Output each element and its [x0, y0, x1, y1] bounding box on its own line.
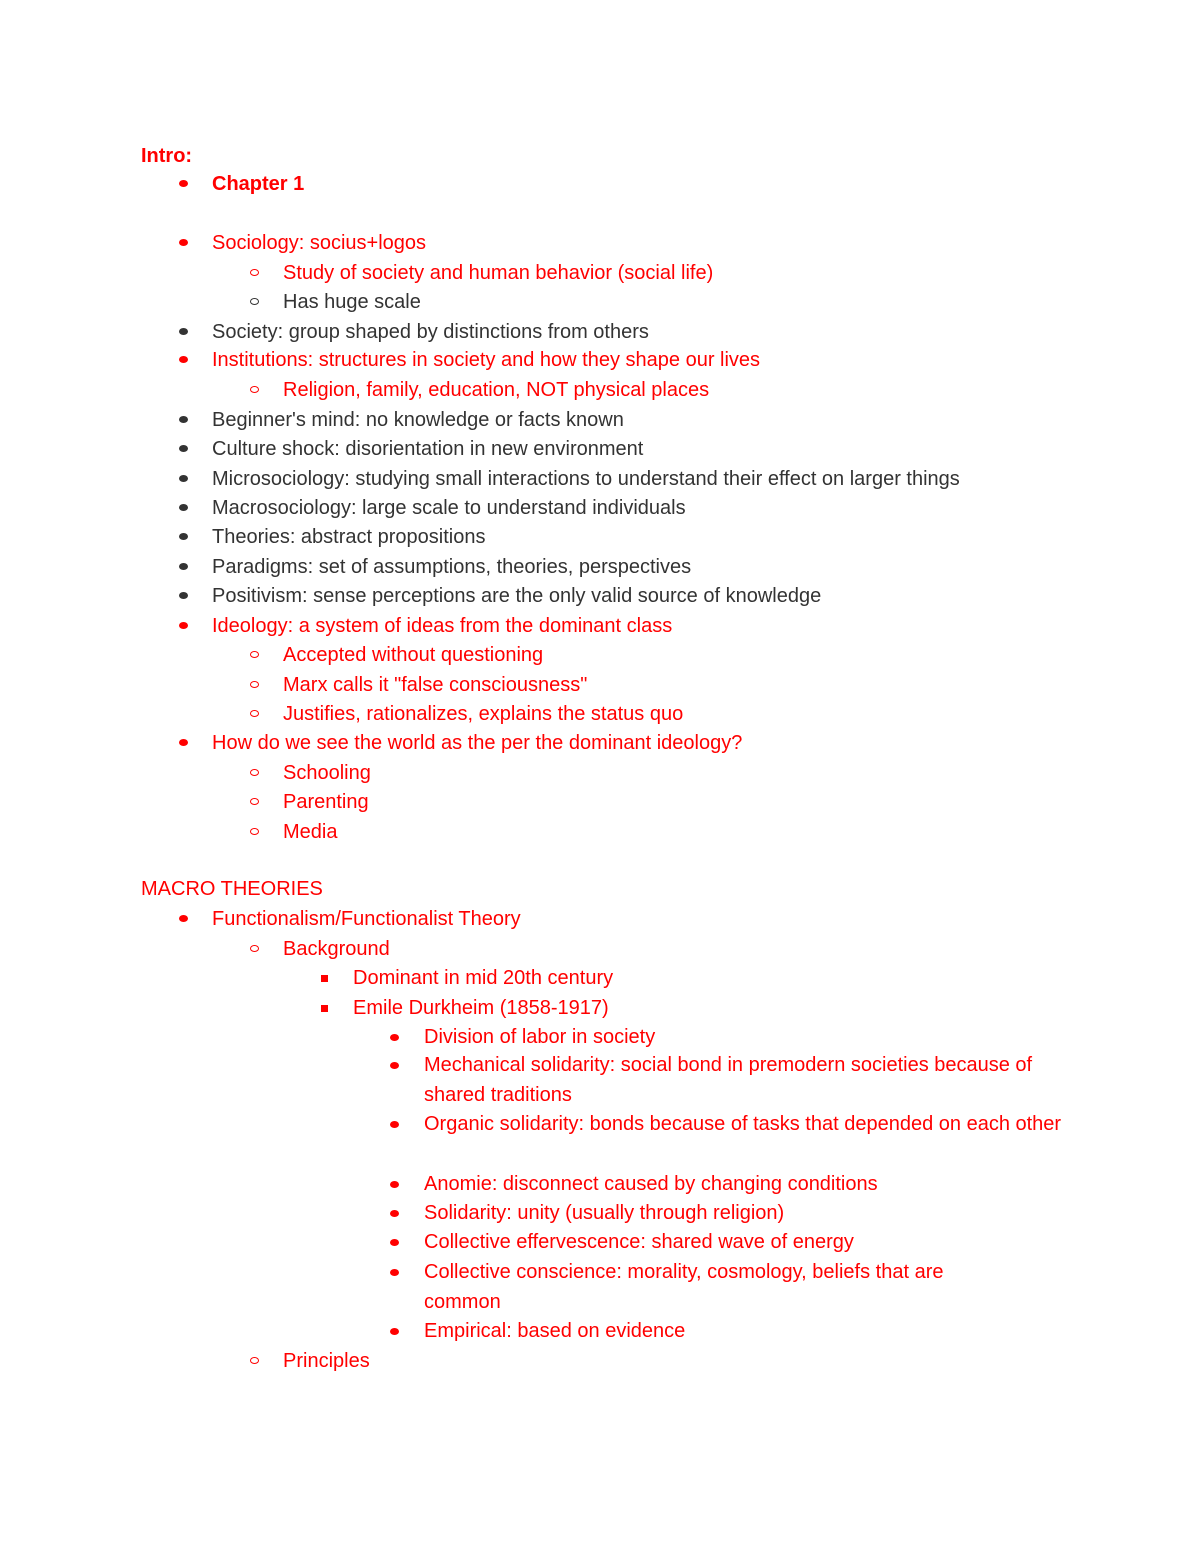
bullet-disc-icon — [179, 731, 199, 755]
bullet-circle-icon — [250, 820, 270, 844]
bullet-disc-icon — [179, 467, 199, 491]
bullet-circle-icon — [250, 937, 270, 961]
intro-heading: Intro: — [141, 145, 193, 167]
bullet-disc-icon — [179, 408, 199, 432]
bullet-circle-icon — [250, 1349, 270, 1373]
bullet-circle-icon — [250, 790, 270, 814]
bullet-disc-icon — [390, 1261, 410, 1285]
bullet-disc-icon — [179, 584, 199, 608]
bullet-circle-icon — [250, 673, 270, 697]
bullet-disc-icon — [390, 1320, 410, 1344]
macro-theories-heading: MACRO THEORIES — [141, 878, 323, 900]
bullet-circle-icon — [250, 761, 270, 785]
bullet-circle-icon — [250, 643, 270, 667]
bullet-disc-icon — [179, 172, 199, 196]
bullet-circle-icon — [250, 378, 270, 402]
bullet-square-icon — [320, 996, 340, 1020]
bullet-disc-icon — [179, 348, 199, 372]
bullet-square-icon — [320, 966, 340, 990]
bullet-disc-icon — [179, 437, 199, 461]
bullet-disc-icon — [390, 1173, 410, 1197]
bullet-circle-icon — [250, 702, 270, 726]
bullet-disc-icon — [390, 1202, 410, 1226]
document-page: Intro: Chapter 1 Sociology: socius+logos Study of society and human behavior (social life) Has huge scale Society: group shaped by distinctions from others Institutions: structures in society and how they shape our lives Religion, family, education, NOT physical places Beginner's mind: no knowledge or facts known Culture shock: disorientation in new environment Microsociology: studying small interactions to understand their effect on larger things Macrosociology: large scale to understand individuals Theories: abstract propositions Paradigms: set of assumptions, theories, perspectives Positivism: sense perceptions are the only valid source of knowledge Ideology: a system of ideas from the dominant class Accepted without questioning Marx calls it "false consciousness" Justifies, rationalizes, explains the status quo How do we see the world as the per the dominant ideology? Schooling Parenting Media MACRO THEORIES Functionalism/Functionalist Theory Background Dominant in mid 20th century Emile Durkheim (1858-1917) Division of labor in society Mechanical solidarity: social bond in premodern societies because of shared traditions Organic solidarity: bonds because of tasks that depended on each other Anomie: disconnect caused by changing conditions Solidarity: unity (usually through religion) Collective effervescence: shared wave of energy Collective conscience: morality, cosmology, beliefs that are common Empirical: based on evidence Principles — [141, 145, 1062, 1372]
bullet-disc-icon — [179, 614, 199, 638]
bullet-disc-icon — [179, 907, 199, 931]
bullet-disc-icon — [179, 320, 199, 344]
bullet-disc-icon — [390, 1026, 410, 1050]
bullet-disc-icon — [179, 525, 199, 549]
bullet-disc-icon — [179, 496, 199, 520]
bullet-disc-icon — [390, 1231, 410, 1255]
bullet-disc-icon — [179, 555, 199, 579]
bullet-circle-icon — [250, 290, 270, 314]
bullet-disc-icon — [390, 1054, 410, 1078]
bullet-circle-icon — [250, 261, 270, 285]
bullet-disc-icon — [179, 231, 199, 255]
bullet-disc-icon — [390, 1113, 410, 1137]
